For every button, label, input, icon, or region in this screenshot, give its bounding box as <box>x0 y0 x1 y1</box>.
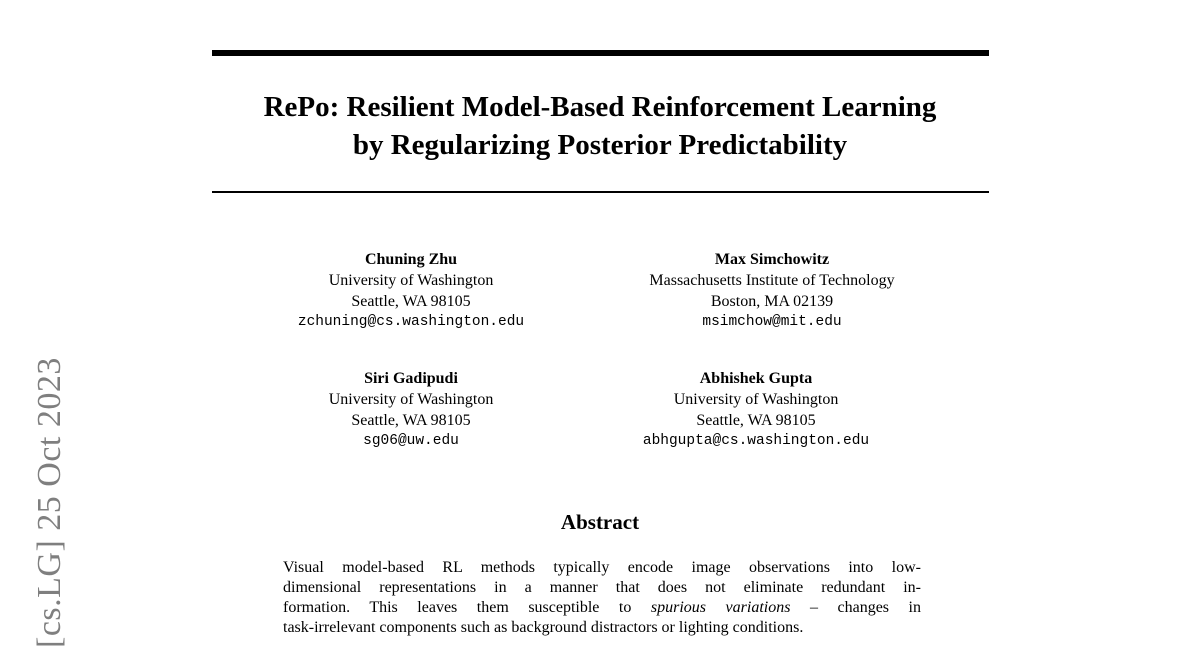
abstract-line-4: task-irrelevant components such as background distractors or lighting conditions. <box>283 619 804 636</box>
title-bottom-rule <box>212 191 989 193</box>
author-block-2 <box>582 249 962 333</box>
author-location: Seattle, WA 98105 <box>351 412 471 429</box>
author-location: Boston, MA 02139 <box>710 293 834 310</box>
abstract-line-3-tail: – changes in <box>790 599 921 616</box>
author-block-4 <box>566 368 946 452</box>
title-top-rule <box>212 50 989 56</box>
abstract-line-3 <box>283 598 921 618</box>
author-name: Abhishek Gupta <box>699 370 813 387</box>
abstract-line-1: Visual model-based RL methods typically encode image observations into low- <box>283 559 921 576</box>
abstract-heading: Abstract <box>560 510 640 534</box>
author-name: Chuning Zhu <box>364 251 458 268</box>
author-affiliation: University of Washington <box>328 272 494 289</box>
title-line-1: RePo: Resilient Model-Based Reinforcement Learning <box>263 91 937 123</box>
author-email: sg06@uw.edu <box>363 433 459 449</box>
author-location: Seattle, WA 98105 <box>351 293 471 310</box>
author-name: Max Simchowitz <box>714 251 830 268</box>
author-affiliation: Massachusetts Institute of Technology <box>649 272 895 289</box>
author-email: abhgupta@cs.washington.edu <box>642 433 870 449</box>
title-line-2: by Regularizing Posterior Predictability <box>352 129 848 161</box>
author-affiliation: University of Washington <box>328 391 494 408</box>
abstract-line-3-text: formation. This leaves them susceptible to <box>283 599 651 616</box>
abstract-emphasis: spurious variations <box>650 599 791 616</box>
paper-title <box>200 88 1000 164</box>
author-affiliation: University of Washington <box>673 391 839 408</box>
arxiv-stamp: [cs.LG] 25 Oct 2023 <box>31 357 68 648</box>
author-block-3 <box>221 368 601 452</box>
author-name: Siri Gadipudi <box>364 370 458 387</box>
abstract-line-2: dimensional representations in a manner that does not eliminate redundant in- <box>283 579 921 596</box>
author-email: msimchow@mit.edu <box>702 314 842 330</box>
author-email: zchuning@cs.washington.edu <box>297 314 525 330</box>
abstract-body <box>283 558 921 638</box>
author-block-1 <box>221 249 601 333</box>
author-location: Seattle, WA 98105 <box>696 412 816 429</box>
